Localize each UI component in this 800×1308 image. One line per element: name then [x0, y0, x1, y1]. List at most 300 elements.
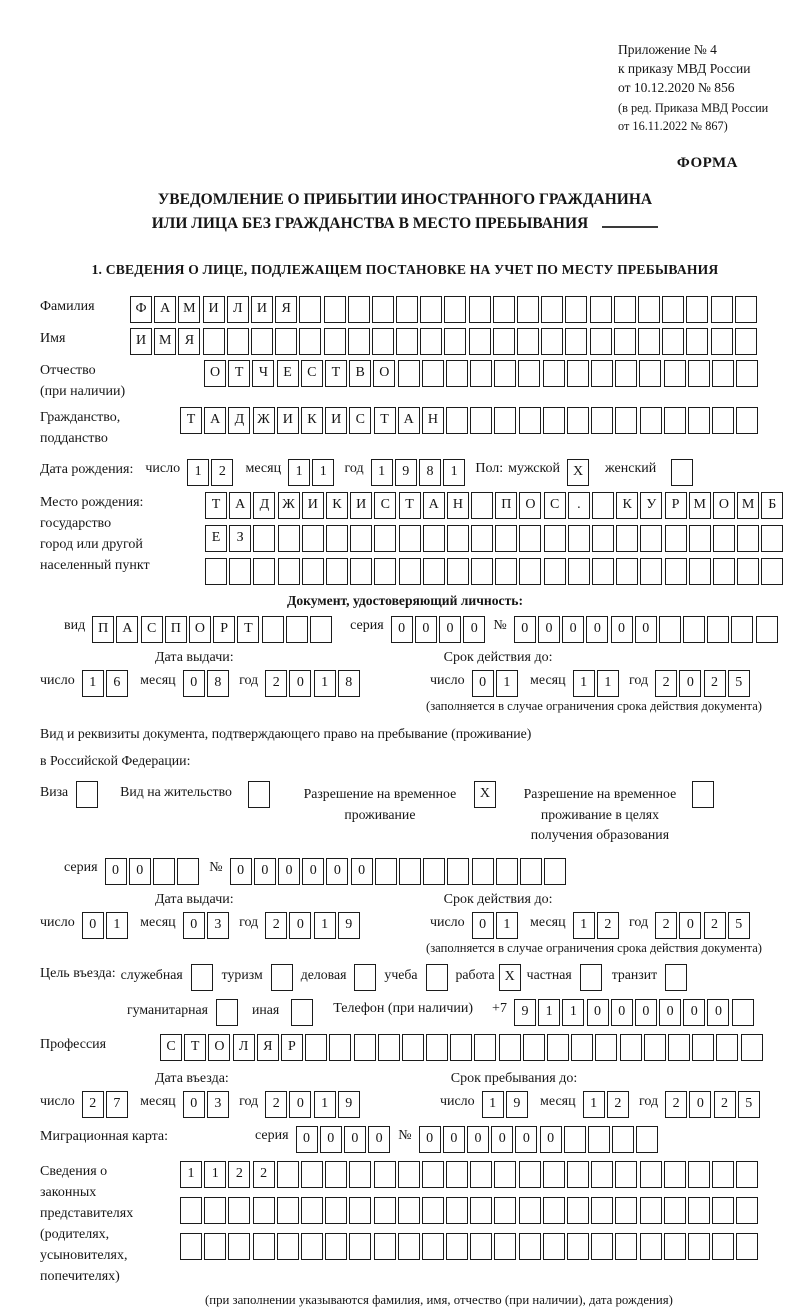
- day-label: число: [40, 914, 75, 930]
- form-cell: [741, 1034, 763, 1061]
- purpose-tourism-checkbox: [271, 964, 293, 991]
- form-cell: И: [325, 407, 347, 434]
- form-cell: 0: [472, 912, 494, 939]
- form-cell: [301, 1197, 323, 1224]
- amendment-line: от 16.11.2022 № 867): [618, 118, 728, 133]
- form-cell: [422, 1161, 444, 1188]
- firstname-row: [40, 328, 770, 355]
- form-cell: 6: [106, 670, 128, 697]
- profession-label: Профессия: [40, 1036, 107, 1052]
- form-cell: [471, 492, 493, 519]
- visa-option: [40, 781, 98, 808]
- form-cell: 0: [278, 858, 300, 885]
- form-cell: [519, 1161, 541, 1188]
- form-cell: Л: [227, 296, 249, 323]
- form-cell: [302, 558, 324, 585]
- form-cell: [636, 1126, 658, 1153]
- form-cell: [349, 1161, 371, 1188]
- form-cell: [736, 360, 758, 387]
- form-cell: А: [154, 296, 176, 323]
- form-cell: 1: [314, 1091, 336, 1118]
- residence-expiry-day: [472, 912, 520, 939]
- form-cell: Ф: [130, 296, 152, 323]
- form-cell: 0: [683, 999, 705, 1026]
- form-cell: 0: [472, 670, 494, 697]
- birthplace-label-line: населенный пункт: [40, 557, 150, 573]
- form-cell: [494, 1161, 516, 1188]
- form-cell: 2: [211, 459, 233, 486]
- purpose-other-checkbox: [291, 999, 313, 1026]
- form-cell: [519, 407, 541, 434]
- issue-title: Дата выдачи:: [155, 649, 234, 665]
- form-cell: И: [251, 296, 273, 323]
- identity-expiry-note: (заполняется в случае ограничения срока действия документа): [426, 698, 762, 713]
- form-cell: 0: [611, 616, 633, 643]
- month-label: месяц: [140, 914, 176, 930]
- form-cell: [640, 1233, 662, 1260]
- form-cell: Т: [205, 492, 227, 519]
- form-cell: 5: [728, 912, 750, 939]
- form-cell: 0: [289, 912, 311, 939]
- form-cell: [565, 296, 587, 323]
- form-cell: [378, 1034, 400, 1061]
- residence-options-row: [40, 781, 770, 846]
- patronymic-cells: [204, 360, 760, 387]
- form-cell: [689, 525, 711, 552]
- month-label: месяц: [140, 672, 176, 688]
- form-cell: [756, 616, 778, 643]
- form-cell: [374, 558, 396, 585]
- form-cell: С: [301, 360, 323, 387]
- residence-dates-head: [40, 892, 770, 908]
- form-cell: [712, 360, 734, 387]
- purpose-official: [121, 964, 213, 991]
- form-cell: [519, 1233, 541, 1260]
- form-cell: [664, 360, 686, 387]
- form-cell: [662, 328, 684, 355]
- form-cell: [423, 858, 445, 885]
- form-cell: М: [737, 492, 759, 519]
- form-cell: С: [141, 616, 163, 643]
- residence-permit-label: Вид на жительство: [120, 783, 232, 799]
- identity-issue-day: [82, 670, 130, 697]
- form-cell: 0: [659, 999, 681, 1026]
- form-cell: 8: [338, 670, 360, 697]
- form-cell: Д: [253, 492, 275, 519]
- form-cell: [350, 525, 372, 552]
- form-cell: 2: [265, 670, 287, 697]
- residence-number-cells: [230, 858, 569, 885]
- form-cell: [398, 360, 420, 387]
- form-cell: [402, 1034, 424, 1061]
- form-cell: А: [398, 407, 420, 434]
- form-cell: А: [229, 492, 251, 519]
- year-label: год: [629, 672, 649, 688]
- legal-reps-cells-row1: [180, 1161, 761, 1188]
- migration-card-row: [40, 1126, 770, 1153]
- form-cell: [544, 558, 566, 585]
- form-cell: [253, 525, 275, 552]
- citizenship-label-line2: подданство: [40, 430, 108, 446]
- form-cell: 0: [230, 858, 252, 885]
- form-cell: [517, 328, 539, 355]
- form-cell: [301, 1161, 323, 1188]
- form-cell: 0: [344, 1126, 366, 1153]
- form-cell: 9: [514, 999, 536, 1026]
- form-cell: [310, 616, 332, 643]
- form-cell: [612, 1126, 634, 1153]
- form-cell: 0: [515, 1126, 537, 1153]
- form-cell: [564, 1126, 586, 1153]
- form-cell: Я: [178, 328, 200, 355]
- purpose-transit: [612, 964, 687, 991]
- birthplace-cells-row1: [205, 492, 786, 519]
- form-cell: [299, 296, 321, 323]
- form-cell: К: [616, 492, 638, 519]
- form-cell: [396, 296, 418, 323]
- form-cell: [638, 296, 660, 323]
- form-cell: М: [178, 296, 200, 323]
- form-cell: [494, 1233, 516, 1260]
- form-cell: [736, 1161, 758, 1188]
- form-label: ФОРМА: [676, 154, 738, 171]
- form-cell: 2: [665, 1091, 687, 1118]
- form-cell: [277, 1233, 299, 1260]
- form-cell: Ж: [278, 492, 300, 519]
- year-label: год: [629, 914, 649, 930]
- doc-seria-label: серия: [350, 617, 384, 633]
- phone-cells: [514, 999, 756, 1026]
- form-cell: [686, 296, 708, 323]
- form-cell: 7: [106, 1091, 128, 1118]
- form-cell: [399, 525, 421, 552]
- form-cell: В: [349, 360, 371, 387]
- form-cell: [615, 407, 637, 434]
- form-cell: [688, 1161, 710, 1188]
- residence-seria-row: [64, 858, 770, 885]
- form-cell: Т: [180, 407, 202, 434]
- form-cell: [325, 1161, 347, 1188]
- form-cell: 0: [635, 999, 657, 1026]
- form-cell: 0: [368, 1126, 390, 1153]
- form-cell: [737, 558, 759, 585]
- form-cell: [228, 1233, 250, 1260]
- purpose-private: [527, 964, 602, 991]
- purpose-tourism: [222, 964, 293, 991]
- form-cell: [422, 1233, 444, 1260]
- residence-issue-day: [82, 912, 130, 939]
- form-cell: [446, 360, 468, 387]
- form-cell: [565, 328, 587, 355]
- patronymic-label-line2: (при наличии): [40, 383, 126, 399]
- form-cell: О: [189, 616, 211, 643]
- legal-reps-label-line: представителях: [40, 1205, 134, 1221]
- purpose-row-2: [127, 999, 770, 1026]
- purpose-tourism-label: туризм: [221, 966, 263, 982]
- form-cell: Т: [228, 360, 250, 387]
- form-cell: 0: [415, 616, 437, 643]
- form-cell: 1: [106, 912, 128, 939]
- birthplace-label-line: город или другой: [40, 536, 143, 552]
- form-cell: 0: [689, 1091, 711, 1118]
- form-cell: [447, 525, 469, 552]
- firstname-label: Имя: [40, 330, 66, 346]
- form-cell: 0: [679, 670, 701, 697]
- form-cell: [470, 1197, 492, 1224]
- annex-line: от 10.12.2020 № 856: [618, 80, 735, 96]
- form-cell: К: [301, 407, 323, 434]
- temp-residence-edu-label: Разрешение на временное проживание в целях получения образования: [523, 785, 677, 843]
- identity-expiry-day: [472, 670, 520, 697]
- form-cell: [493, 328, 515, 355]
- expiry-title: Срок действия до:: [443, 649, 553, 665]
- form-cell: Ж: [253, 407, 275, 434]
- doc-number-cells: [514, 616, 780, 643]
- form-cell: [665, 558, 687, 585]
- legal-reps-cell-rows: [180, 1161, 761, 1260]
- form-cell: [541, 328, 563, 355]
- form-cell: 2: [655, 912, 677, 939]
- identity-issue-month: [183, 670, 231, 697]
- form-cell: 0: [302, 858, 324, 885]
- form-cell: [262, 616, 284, 643]
- form-cell: 1: [314, 670, 336, 697]
- year-label: год: [239, 1093, 259, 1109]
- form-cell: Е: [277, 360, 299, 387]
- birthplace-label: [40, 492, 205, 576]
- form-cell: М: [689, 492, 711, 519]
- form-cell: [447, 558, 469, 585]
- form-cell: 1: [538, 999, 560, 1026]
- form-cell: [688, 407, 710, 434]
- legal-reps-row: [40, 1161, 770, 1287]
- form-cell: [543, 1161, 565, 1188]
- purpose-row-1: [40, 964, 770, 991]
- form-cell: [668, 1034, 690, 1061]
- sex-label: Пол:: [475, 460, 504, 476]
- form-cell: [519, 1197, 541, 1224]
- form-cell: [446, 1197, 468, 1224]
- year-label: год: [239, 672, 259, 688]
- form-cell: [420, 296, 442, 323]
- residence-intro-line2: в Российской Федерации:: [40, 753, 191, 769]
- form-cell: [277, 1161, 299, 1188]
- form-cell: У: [640, 492, 662, 519]
- form-cell: [253, 558, 275, 585]
- form-cell: [325, 1233, 347, 1260]
- form-cell: 1: [597, 670, 619, 697]
- form-cell: Н: [422, 407, 444, 434]
- form-cell: [326, 525, 348, 552]
- form-cell: [567, 1161, 589, 1188]
- form-cell: [736, 407, 758, 434]
- form-cell: [616, 525, 638, 552]
- form-cell: 2: [265, 1091, 287, 1118]
- form-cell: [495, 558, 517, 585]
- form-cell: 1: [443, 459, 465, 486]
- legal-reps-label-line: (родителях,: [40, 1226, 110, 1242]
- birthplace-label-line: государство: [40, 515, 112, 531]
- form-cell: 0: [289, 670, 311, 697]
- day-label: число: [40, 672, 75, 688]
- visa-checkbox: [76, 781, 98, 808]
- form-cell: [543, 1197, 565, 1224]
- year-label: год: [344, 460, 364, 476]
- form-cell: [595, 1034, 617, 1061]
- form-cell: [688, 1233, 710, 1260]
- form-cell: [591, 407, 613, 434]
- surname-label: Фамилия: [40, 298, 95, 314]
- form-cell: 0: [391, 616, 413, 643]
- form-cell: 3: [207, 1091, 229, 1118]
- form-cell: 2: [253, 1161, 275, 1188]
- profession-row: [40, 1034, 770, 1061]
- identity-doc-heading: Документ, удостоверяющий личность:: [287, 592, 523, 608]
- form-cell: [640, 1197, 662, 1224]
- form-cell: [470, 1161, 492, 1188]
- female-label: женский: [605, 460, 657, 476]
- form-cell: [659, 616, 681, 643]
- form-cell: 1: [562, 999, 584, 1026]
- form-cell: [664, 1233, 686, 1260]
- form-cell: [278, 525, 300, 552]
- form-cell: [592, 492, 614, 519]
- form-cell: 2: [228, 1161, 250, 1188]
- purpose-study: [384, 964, 447, 991]
- annex-line: к приказу МВД России: [618, 61, 751, 77]
- form-cell: [665, 525, 687, 552]
- form-cell: 1: [288, 459, 310, 486]
- form-cell: [398, 1161, 420, 1188]
- form-cell: [520, 858, 542, 885]
- form-cell: [229, 558, 251, 585]
- form-cell: [620, 1034, 642, 1061]
- form-cell: [712, 1197, 734, 1224]
- form-cell: [494, 407, 516, 434]
- form-cell: Р: [665, 492, 687, 519]
- form-cell: 1: [371, 459, 393, 486]
- form-cell: [639, 360, 661, 387]
- form-cell: [732, 999, 754, 1026]
- entry-title: Дата въезда:: [155, 1070, 229, 1086]
- form-cell: П: [92, 616, 114, 643]
- identity-dates-head: [40, 650, 770, 666]
- doc-seria-cells: [391, 616, 488, 643]
- form-cell: [372, 328, 394, 355]
- form-cell: [372, 296, 394, 323]
- form-cell: 0: [540, 1126, 562, 1153]
- form-cell: [496, 858, 518, 885]
- form-cell: [616, 558, 638, 585]
- form-cell: [544, 858, 566, 885]
- form-cell: 0: [463, 616, 485, 643]
- form-cell: Т: [374, 407, 396, 434]
- form-cell: [543, 360, 565, 387]
- form-cell: 1: [482, 1091, 504, 1118]
- title-line-2-wrap: [40, 212, 770, 236]
- form-cell: 2: [655, 670, 677, 697]
- temp-residence-checkbox: X: [474, 781, 496, 808]
- form-cell: 5: [728, 670, 750, 697]
- form-cell: 0: [586, 616, 608, 643]
- form-cell: [398, 1233, 420, 1260]
- form-cell: О: [204, 360, 226, 387]
- form-cell: [275, 328, 297, 355]
- form-cell: О: [713, 492, 735, 519]
- form-cell: [471, 525, 493, 552]
- form-cell: [711, 296, 733, 323]
- form-cell: [446, 1233, 468, 1260]
- purpose-other: [252, 999, 313, 1026]
- year-label: год: [239, 914, 259, 930]
- form-cell: 9: [338, 912, 360, 939]
- month-label: месяц: [530, 914, 566, 930]
- form-cell: [567, 360, 589, 387]
- form-cell: [716, 1034, 738, 1061]
- form-cell: [423, 558, 445, 585]
- form-cell: [177, 858, 199, 885]
- month-label: месяц: [540, 1093, 576, 1109]
- blank-underline: [602, 212, 658, 228]
- form-cell: [493, 296, 515, 323]
- form-cell: И: [203, 296, 225, 323]
- visa-label: Виза: [40, 783, 69, 799]
- form-cell: [329, 1034, 351, 1061]
- form-cell: А: [423, 492, 445, 519]
- residence-dates-values: [40, 912, 770, 939]
- form-cell: [737, 525, 759, 552]
- purpose-humanitarian-checkbox: [216, 999, 238, 1026]
- form-cell: [374, 525, 396, 552]
- surname-cells: [130, 296, 759, 323]
- form-cell: [735, 328, 757, 355]
- form-cell: [420, 328, 442, 355]
- birthplace-label-line: Место рождения:: [40, 494, 144, 510]
- form-cell: [474, 1034, 496, 1061]
- form-cell: [469, 296, 491, 323]
- form-cell: З: [229, 525, 251, 552]
- form-cell: [446, 1161, 468, 1188]
- form-cell: [374, 1197, 396, 1224]
- form-cell: [450, 1034, 472, 1061]
- day-label: число: [429, 914, 465, 930]
- form-cell: [349, 1197, 371, 1224]
- form-cell: [590, 296, 612, 323]
- form-cell: [302, 525, 324, 552]
- form-cell: И: [277, 407, 299, 434]
- temp-residence-edu-checkbox: [692, 781, 714, 808]
- form-cell: М: [154, 328, 176, 355]
- amendment-line: (в ред. Приказа МВД России: [618, 101, 769, 116]
- form-cell: Р: [281, 1034, 303, 1061]
- form-cell: [278, 558, 300, 585]
- form-cell: [567, 1197, 589, 1224]
- form-cell: [664, 1197, 686, 1224]
- form-cell: 1: [583, 1091, 605, 1118]
- legal-reps-cells-row2: [180, 1197, 761, 1224]
- firstname-cells: [130, 328, 759, 355]
- form-cell: [568, 558, 590, 585]
- form-cell: [544, 525, 566, 552]
- form-cell: [567, 1233, 589, 1260]
- female-checkbox: [671, 459, 693, 486]
- form-cell: С: [374, 492, 396, 519]
- form-cell: 2: [704, 670, 726, 697]
- form-cell: [180, 1233, 202, 1260]
- form-cell: [227, 328, 249, 355]
- form-cell: [277, 1197, 299, 1224]
- form-cell: 0: [439, 616, 461, 643]
